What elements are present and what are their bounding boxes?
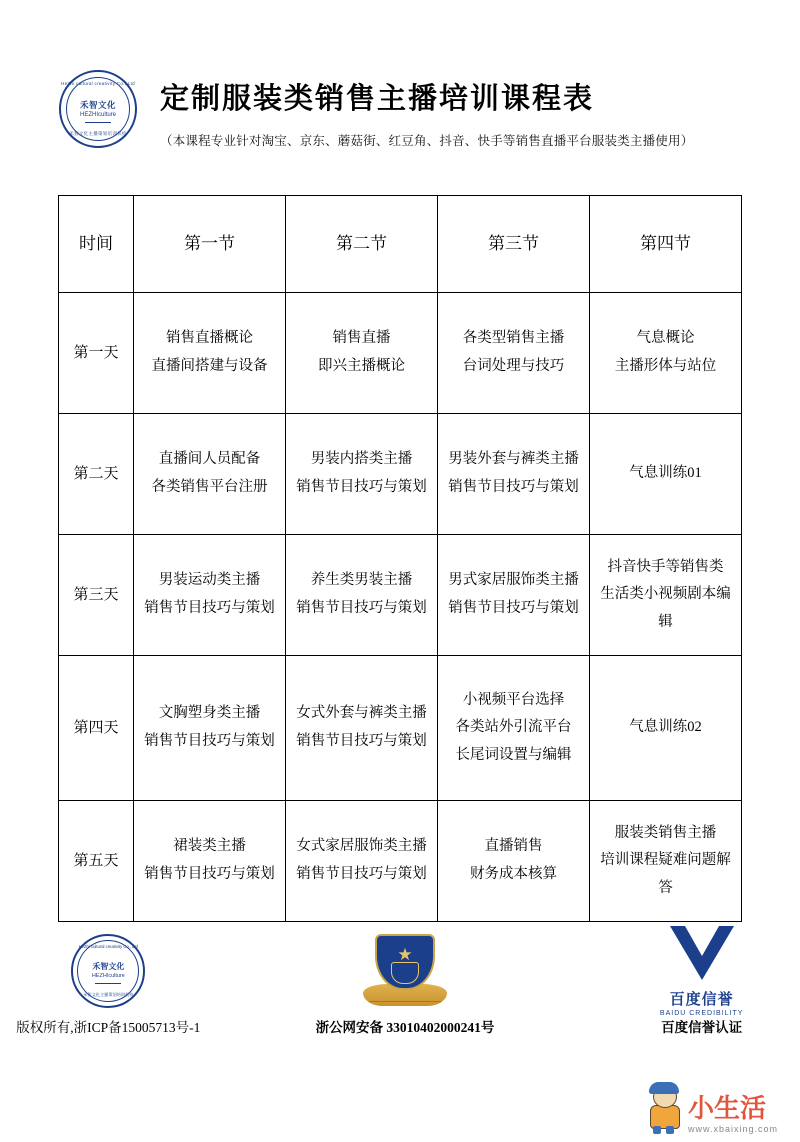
schedule-cell — [134, 535, 286, 656]
police-record-text: 浙公网安备 33010402000241号 — [315, 1020, 495, 1035]
site-watermark — [644, 1086, 778, 1134]
schedule-cell-line: 销售节目技巧与策划 — [448, 479, 579, 495]
schedule-cell-line: 男装内搭类主播 — [310, 451, 413, 468]
watermark-title: 小生活 — [687, 1093, 766, 1123]
schedule-cell — [134, 293, 286, 414]
page-subtitle: （本课程专业针对淘宝、京东、蘑菇街、红豆角、抖音、快手等销售直播平台服装类主播使用） — [160, 134, 694, 148]
baidu-mark-title: 百度信誉 — [669, 991, 734, 1008]
schedule-cell-line: 销售节目技巧与策划 — [144, 733, 275, 749]
hezhi-logo-small-icon — [10, 930, 207, 1012]
schedule-cell-line: 销售节目技巧与策划 — [296, 866, 427, 882]
column-header-period-3: 第三节 — [438, 196, 590, 293]
schedule-cell-line: 生活类小视频剧本编辑 — [600, 586, 731, 630]
hezhi-logo-icon — [59, 70, 137, 148]
footer-badges — [0, 930, 800, 1017]
column-header-period-4: 第四节 — [590, 196, 742, 293]
police-emblem-icon: ★ — [307, 930, 504, 1012]
schedule-cell-line: 男装运动类主播 — [158, 572, 261, 589]
schedule-cell — [438, 414, 590, 535]
schedule-cell-line: 直播间搭建与设备 — [151, 358, 268, 374]
schedule-cell-line: 销售节目技巧与策划 — [296, 733, 427, 749]
schedule-cell — [286, 535, 438, 656]
schedule-cell-line: 男式家居服饰类主播 — [448, 572, 579, 589]
schedule-cell — [438, 535, 590, 656]
logo-divider — [85, 122, 111, 123]
title-block — [146, 62, 800, 149]
schedule-cell — [134, 801, 286, 922]
schedule-cell-line: 培训课程疑难问题解答 — [600, 852, 731, 896]
schedule-cell-line: 主播形体与站位 — [614, 358, 717, 374]
document-header — [50, 0, 800, 149]
page-title: 定制服装类销售主播培训课程表 — [160, 83, 595, 115]
schedule-cell-line: 气息概论 — [636, 330, 695, 347]
table-body — [59, 293, 742, 922]
mascot-icon — [644, 1086, 684, 1134]
table-row — [59, 414, 742, 535]
schedule-cell — [286, 293, 438, 414]
schedule-cell — [438, 801, 590, 922]
watermark-domain: www.xbaixing.com — [687, 1124, 778, 1134]
schedule-cell — [134, 656, 286, 801]
schedule-cell-line: 长尾词设置与编辑 — [455, 746, 572, 763]
logo-arc-bottom-text: 禾智文化主播策划培训机构 — [69, 130, 127, 137]
row-header-day: 第二天 — [59, 414, 134, 535]
watermark-text — [688, 1095, 778, 1134]
column-header-time: 时间 — [59, 196, 134, 293]
copyright-icp-text: 版权所有,浙ICP备15005713号-1 — [16, 1020, 201, 1035]
schedule-cell — [286, 414, 438, 535]
schedule-cell-line: 文胸塑身类主播 — [158, 705, 261, 722]
schedule-cell — [590, 801, 742, 922]
schedule-cell-line: 销售节目技巧与策划 — [296, 600, 427, 616]
schedule-table — [58, 195, 742, 922]
logo-sm-name-cn: 禾智文化 — [92, 962, 125, 971]
schedule-cell-line: 养生类男装主播 — [310, 572, 413, 589]
schedule-cell — [590, 293, 742, 414]
table-header-row — [59, 196, 742, 293]
schedule-cell-line: 销售直播 — [332, 330, 391, 347]
row-header-day: 第一天 — [59, 293, 134, 414]
schedule-cell-line: 女式家居服饰类主播 — [296, 838, 427, 855]
schedule-cell-line: 各类型销售主播 — [462, 330, 565, 347]
schedule-cell-line: 女式外套与裤类主播 — [296, 705, 427, 722]
table-row — [59, 535, 742, 656]
footer-captions — [0, 1016, 800, 1036]
schedule-cell — [590, 535, 742, 656]
column-header-period-2: 第二节 — [286, 196, 438, 293]
schedule-cell-line: 销售节目技巧与策划 — [144, 600, 275, 616]
schedule-cell — [590, 414, 742, 535]
baidu-credibility-text: 百度信誉认证 — [661, 1020, 743, 1035]
schedule-cell-line: 服装类销售主播 — [614, 824, 717, 841]
schedule-cell-line: 直播销售 — [484, 838, 543, 855]
schedule-cell-line: 销售节目技巧与策划 — [296, 479, 427, 495]
schedule-cell-line: 销售节目技巧与策划 — [448, 600, 579, 616]
footer-badge-hezhi — [10, 930, 207, 1012]
table-row — [59, 293, 742, 414]
schedule-cell-line: 气息训练02 — [629, 719, 702, 736]
logo-name-cn: 禾智文化 — [79, 100, 116, 110]
schedule-cell-line: 各类销售平台注册 — [151, 479, 268, 495]
row-header-day: 第五天 — [59, 801, 134, 922]
row-header-day: 第四天 — [59, 656, 134, 801]
logo-arc-top-text: HeZhi cultural creativity Co., Ltd — [61, 80, 135, 87]
schedule-cell-line: 小视频平台选择 — [462, 691, 565, 708]
footer-badge-police — [307, 930, 504, 1012]
schedule-cell-line: 销售节目技巧与策划 — [144, 866, 275, 882]
schedule-cell-line: 抖音快手等销售类 — [607, 558, 724, 575]
schedule-cell-line: 直播间人员配备 — [158, 451, 261, 468]
baidu-mark-subtitle: BAIDU CREDIBILITY — [659, 1009, 744, 1017]
schedule-cell-line: 气息训练01 — [629, 465, 702, 482]
schedule-cell — [286, 656, 438, 801]
table-row — [59, 656, 742, 801]
schedule-cell — [438, 293, 590, 414]
schedule-cell — [134, 414, 286, 535]
schedule-table-container — [0, 195, 800, 922]
schedule-cell-line: 台词处理与技巧 — [462, 358, 565, 374]
schedule-cell-line: 裙装类主播 — [173, 838, 246, 855]
schedule-cell-line: 各类站外引流平台 — [455, 719, 572, 736]
logo-name-en: HEZHIculture — [79, 112, 116, 118]
logo-sm-arc-top-text: HeZhi cultural creativity Co., Ltd — [78, 944, 138, 949]
baidu-credibility-icon — [603, 930, 800, 1017]
schedule-cell-line: 男装外套与裤类主播 — [448, 451, 579, 468]
schedule-cell — [286, 801, 438, 922]
logo-sm-name-en: HEZHIculture — [91, 973, 125, 979]
logo-sm-arc-bottom-text: 禾智文化主播策划培训机构 — [83, 992, 134, 997]
schedule-cell-line: 财务成本核算 — [470, 866, 557, 882]
row-header-day: 第三天 — [59, 535, 134, 656]
schedule-cell-line: 即兴主播概论 — [318, 358, 405, 374]
schedule-cell-line: 销售直播概论 — [166, 330, 253, 347]
table-header — [59, 196, 742, 293]
schedule-cell — [590, 656, 742, 801]
schedule-cell — [438, 656, 590, 801]
table-row — [59, 801, 742, 922]
logo-container — [50, 62, 146, 148]
document-footer — [0, 930, 800, 1060]
column-header-period-1: 第一节 — [134, 196, 286, 293]
footer-badge-baidu[interactable] — [603, 930, 800, 1017]
